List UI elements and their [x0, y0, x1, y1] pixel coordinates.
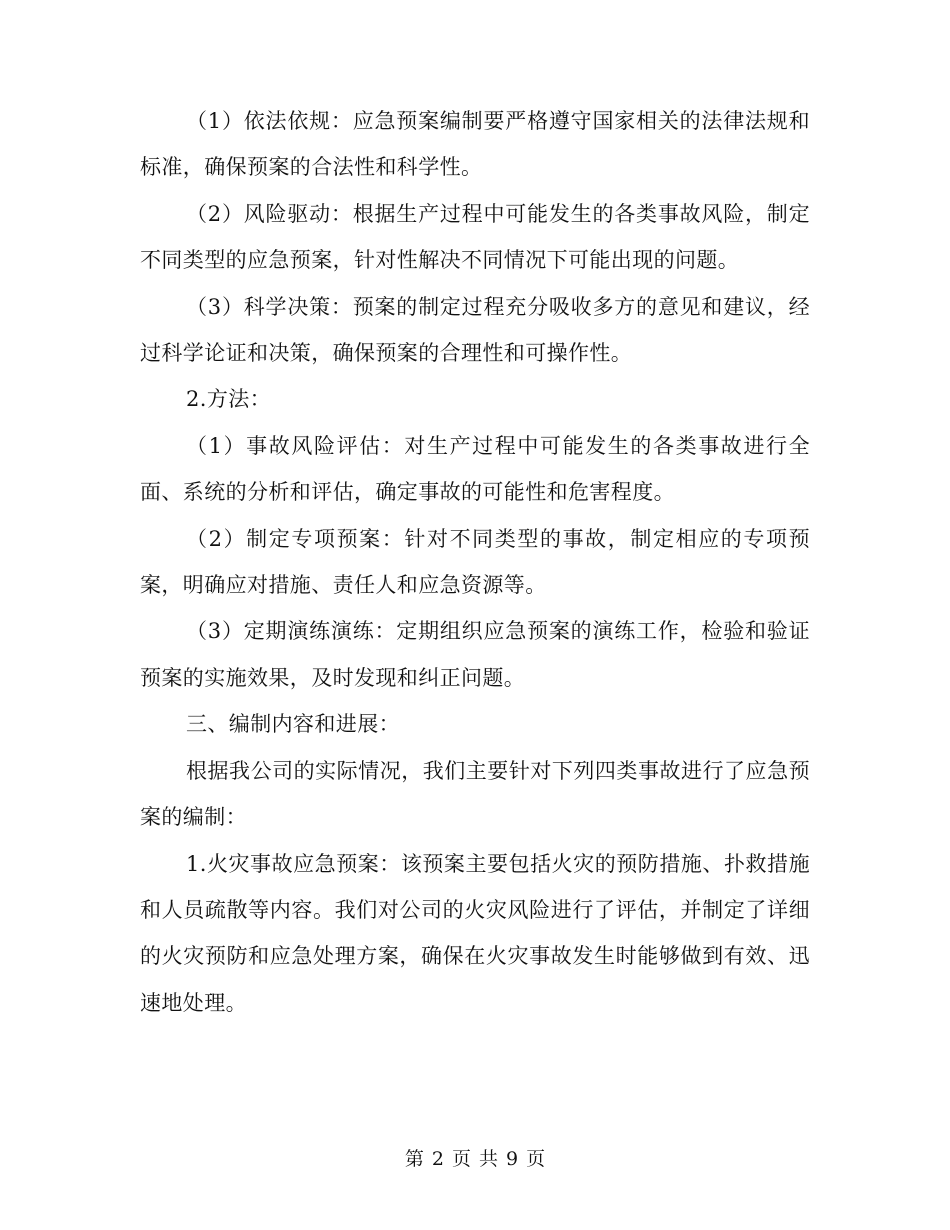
paragraph-principle-3: （3）科学决策：预案的制定过程充分吸收多方的意见和建议，经过科学论证和决策，确保预案的合理性和可操作性。	[140, 294, 810, 366]
paragraph-method-2: （2）制定专项预案：针对不同类型的事故，制定相应的专项预案，明确应对措施、责任人和应急资源等。	[140, 526, 810, 598]
heading-methods: 2.方法：	[186, 387, 272, 412]
paragraph-intro: 根据我公司的实际情况，我们主要针对下列四类事故进行了应急预案的编制：	[140, 758, 810, 830]
paragraph-method-3: （3）定期演练演练：定期组织应急预案的演练工作，检验和验证预案的实施效果，及时发现和纠正问题。	[140, 619, 810, 690]
heading-section-3: 三、编制内容和进展：	[186, 712, 400, 737]
paragraph-principle-2: （2）风险驱动：根据生产过程中可能发生的各类事故风险，制定不同类型的应急预案，针对性解决不同情况下可能出现的问题。	[140, 201, 810, 273]
paragraph-fire-plan: 1.火灾事故应急预案：该预案主要包括火灾的预防措施、扑救措施和人员疏散等内容。我们对公司的火灾风险进行了评估，并制定了详细的火灾预防和应急处理方案，确保在火灾事故发生时能够做到有效、迅速地处理。	[140, 851, 810, 1015]
document-body	[140, 98, 810, 1026]
page-number-footer: 第 2 页 共 9 页	[404, 1148, 546, 1170]
paragraph-principle-1: （1）依法依规：应急预案编制要严格遵守国家相关的法律法规和标准，确保预案的合法性和科学性。	[140, 109, 810, 180]
paragraph-method-1: （1）事故风险评估：对生产过程中可能发生的各类事故进行全面、系统的分析和评估，确定事故的可能性和危害程度。	[140, 433, 810, 505]
